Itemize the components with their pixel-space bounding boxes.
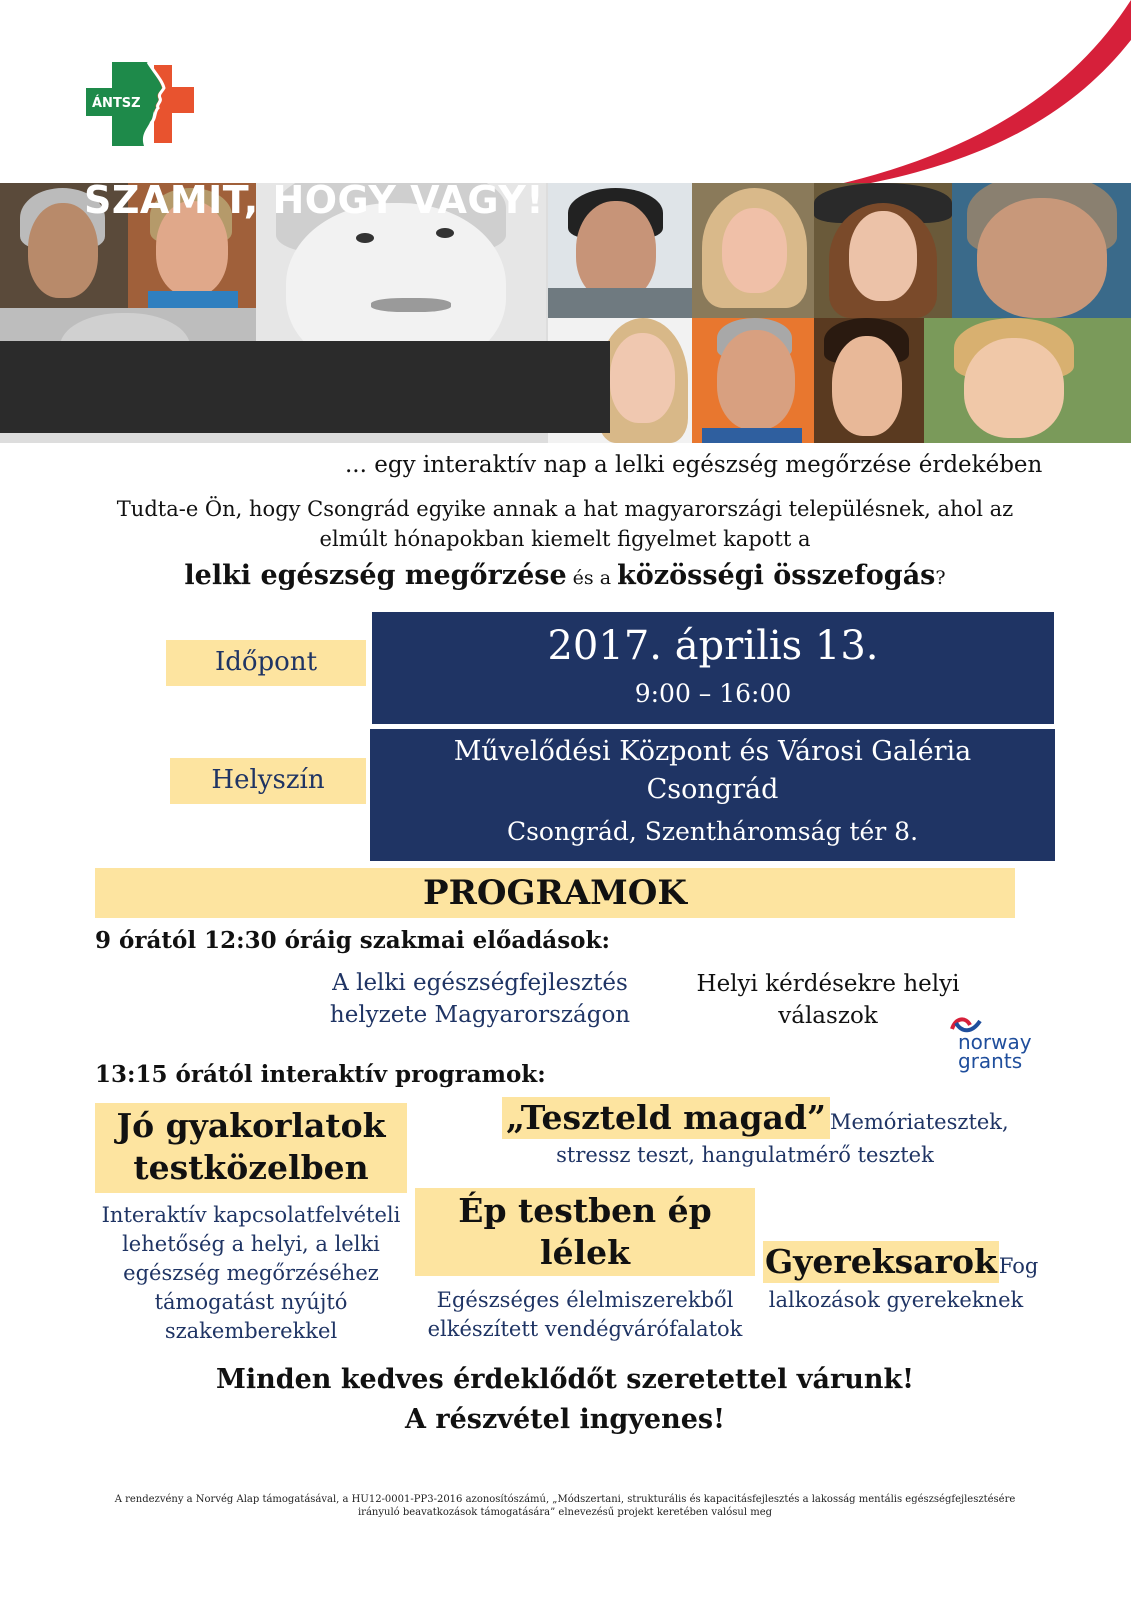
desc-line: Egészséges élelmiszerekből (436, 1288, 734, 1312)
headline-part-1: lelki egészség megőrzése (184, 560, 567, 591)
decorative-swoosh (540, 0, 1131, 200)
slogan-bar (0, 341, 610, 433)
slogan: SZÁMÍT, HOGY VAGY! (84, 178, 545, 222)
time-label: Időpont (166, 640, 366, 686)
portrait-photo (692, 183, 814, 318)
desc-line: elkészített vendégvárófalatok (427, 1317, 743, 1341)
venue-line-1: Művelődési Központ és Városi Galéria (453, 736, 972, 767)
program-title-gyereksarok: Gyereksarok (765, 1242, 997, 1281)
desc-line: egészség megőrzéséhez (123, 1261, 379, 1285)
program-title-teszteld: „Teszteld magad” (502, 1097, 830, 1139)
antsz-logo (84, 60, 194, 150)
talk-2 (680, 968, 976, 1032)
program-desc-ep-testben (415, 1286, 755, 1344)
event-hours: 9:00 – 16:00 (634, 679, 792, 708)
program-desc-jo-gyakorlatok (95, 1201, 407, 1346)
portrait-photo (548, 183, 692, 318)
program-gyereksarok (763, 1241, 1038, 1283)
portrait-photo (924, 318, 1131, 443)
closing-line-1: Minden kedves érdeklődőt szeretettel várunk! (215, 1364, 915, 1395)
desc-line: lehetőség a helyi, a lelki (122, 1232, 380, 1256)
headline-end: ? (935, 567, 946, 589)
program-title-line: Ép testben ép (458, 1191, 712, 1230)
intro-question (100, 494, 1030, 554)
place-label: Helyszín (170, 758, 366, 804)
headline-connector: és a (566, 567, 618, 589)
desc-line: Interaktív kapcsolatfelvételi (101, 1203, 401, 1227)
grants-text: grants (958, 1049, 1023, 1073)
norway-text: norway (958, 1030, 1032, 1054)
venue-box (370, 729, 1055, 861)
talk-1 (320, 967, 640, 1031)
talk-2-line-1: Helyi kérdésekre helyi (696, 971, 960, 997)
desc-line: szakemberekkel (164, 1319, 338, 1343)
talk-2-line-2: válaszok (778, 1003, 878, 1029)
footer-note (90, 1493, 1040, 1519)
program-desc-inline: Fog (998, 1254, 1039, 1278)
norway-grants-text (958, 1030, 1032, 1073)
photo-banner (0, 183, 1131, 443)
program-title-jo-gyakorlatok (95, 1103, 407, 1193)
event-date: 2017. április 13. (547, 623, 879, 669)
portrait-photo (814, 183, 952, 318)
intro-line-1: Tudta-e Ön, hogy Csongrád egyike annak a hat magyarországi településnek, ahol az (116, 497, 1014, 521)
portrait-photo (814, 318, 924, 443)
closing-line-2: A részvétel ingyenes! (405, 1404, 725, 1435)
afternoon-heading: 13:15 órától interaktív programok: (95, 1061, 546, 1088)
program-title-line: testközelben (133, 1148, 369, 1187)
footer-line-2: irányuló beavatkozások támogatására” elnevezésű projekt keretében valósul meg (357, 1507, 773, 1518)
logo-text: ÁNTSZ (92, 96, 141, 111)
program-title-ep-testben (415, 1188, 755, 1276)
footer-line-1: A rendezvény a Norvég Alap támogatásával, a HU12-0001-PP3-2016 azonosítószámú, „Módszertani, strukturális és kapacitásfejlesztés a lakosság mentális egészségfejlesztésére (114, 1494, 1016, 1505)
headline-part-2: közösségi összefogás (617, 560, 936, 591)
program-title-line: Jó gyakorlatok (116, 1106, 386, 1145)
program-desc-gyereksarok: lalkozások gyerekeknek (768, 1288, 1024, 1312)
talk-1-line-2: helyzete Magyarországon (329, 1002, 631, 1028)
morning-heading: 9 órától 12:30 óráig szakmai előadások: (95, 927, 610, 954)
date-box (372, 612, 1054, 724)
norway-grants-logo (948, 1015, 1048, 1081)
talk-1-line-1: A lelki egészségfejlesztés (332, 970, 628, 996)
program-desc-teszteld: stressz teszt, hangulatmérő tesztek (556, 1143, 934, 1167)
venue-address: Csongrád, Szentháromság tér 8. (506, 817, 919, 846)
program-title-line: lélek (540, 1233, 630, 1272)
portrait-photo (692, 318, 814, 443)
portrait-photo (952, 183, 1131, 318)
desc-line: támogatást nyújtó (154, 1290, 348, 1314)
programs-title: PROGRAMOK (95, 868, 1015, 918)
program-teszteld-magad (502, 1097, 1009, 1139)
tagline: ... egy interaktív nap a lelki egészség megőrzése érdekében (345, 452, 1043, 478)
headline (100, 560, 1030, 591)
intro-line-2: elmúlt hónapokban kiemelt figyelmet kapott a (319, 527, 811, 551)
program-desc-inline: Memóriatesztek, (829, 1110, 1009, 1134)
venue-line-2: Csongrád (646, 774, 779, 805)
